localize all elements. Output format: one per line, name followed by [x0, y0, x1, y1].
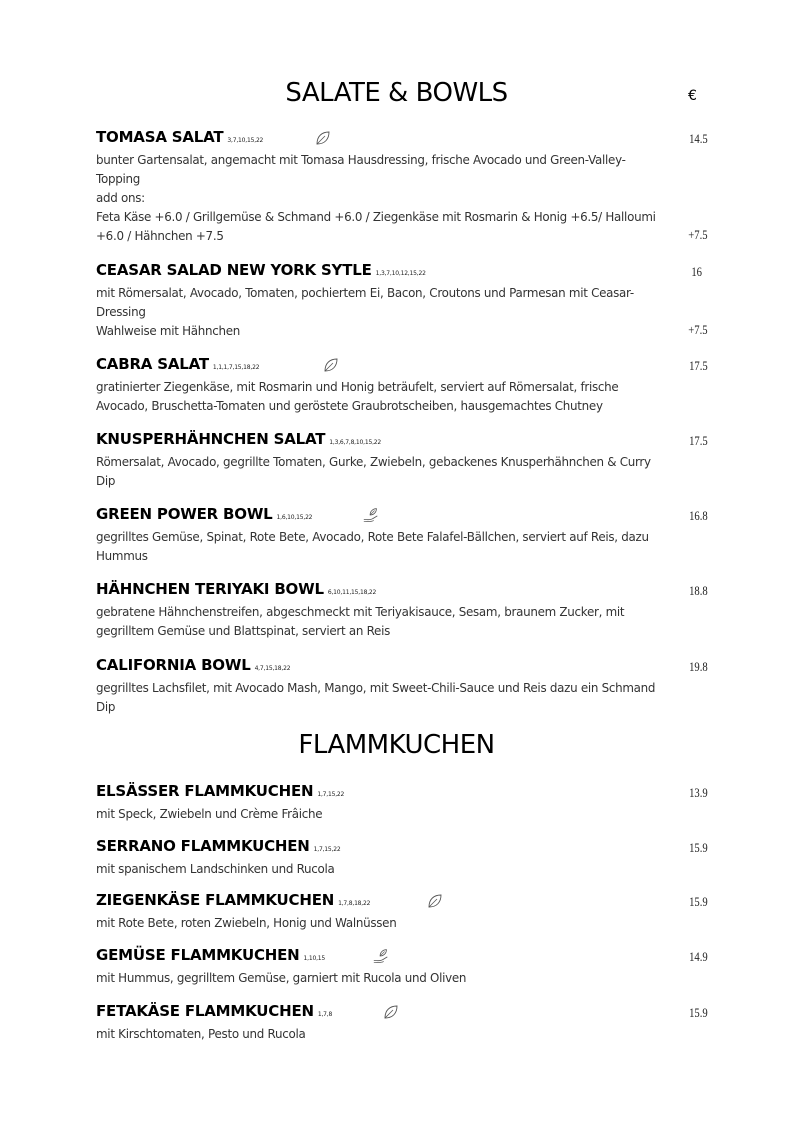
item-price: 16	[691, 264, 702, 279]
item-name: CALIFORNIA BOWL	[96, 656, 251, 674]
vegan-hand-leaf-icon	[372, 947, 390, 965]
menu-item-fetakaese-flammkuchen	[96, 1002, 708, 1043]
allergen-codes: 6,10,11,15,18,22	[327, 589, 377, 596]
item-price: 16.8	[689, 508, 708, 523]
item-description: Römersalat, Avocado, gegrillte Tomaten, Gurke, Zwiebeln, gebackenes Knusperhähnchen & Curry Dip	[96, 454, 651, 488]
allergen-codes: 1,6,10,15,22	[276, 514, 313, 521]
item-price: 17.5	[689, 358, 708, 373]
allergen-codes: 1,7,15,22	[317, 791, 345, 798]
allergen-codes: 1,3,7,10,12,15,22	[375, 270, 426, 277]
menu-item-serrano-flammkuchen	[96, 837, 708, 878]
item-description: gebratene Hähnchenstreifen, abgeschmeckt mit Teriyakisauce, Sesam, braunem Zucker, mit gegrilltem Gemüse und Blattspinat, serviert an Reis	[96, 604, 625, 638]
menu-item-knusperhaehnchen-salat	[96, 430, 708, 490]
item-name: SERRANO FLAMMKUCHEN	[96, 837, 310, 855]
vegan-hand-leaf-icon	[362, 506, 380, 524]
menu-item-haehnchen-teriyaki-bowl	[96, 580, 708, 640]
item-price: 19.8	[689, 659, 708, 674]
item-name: TOMASA SALAT	[96, 128, 224, 146]
item-price: 15.9	[689, 1005, 708, 1020]
item-description: mit Kirschtomaten, Pesto und Rucola	[96, 1026, 306, 1041]
allergen-codes: 1,3,6,7,8,10,15,22	[329, 439, 382, 446]
menu-item-green-power-bowl	[96, 505, 708, 565]
item-price: 15.9	[689, 894, 708, 909]
menu-item-cabra-salat	[96, 355, 708, 415]
item-description: gegrilltes Lachsfilet, mit Avocado Mash, Mango, mit Sweet-Chili-Sauce und Reis dazu ein Schmand Dip	[96, 680, 656, 714]
leaf-icon	[322, 356, 340, 374]
allergen-codes: 1,1,1,7,15,18,22	[212, 364, 260, 371]
menu-item-ziegenkaese-flammkuchen	[96, 891, 708, 932]
item-name: KNUSPERHÄHNCHEN SALAT	[96, 430, 326, 448]
item-price: 14.9	[689, 949, 708, 964]
item-description: mit spanischem Landschinken und Rucola	[96, 861, 335, 876]
menu-item-elsaesser-flammkuchen	[96, 782, 708, 823]
item-name: GREEN POWER BOWL	[96, 505, 273, 523]
allergen-codes: 1,10,15	[303, 955, 326, 962]
item-description: mit Rote Bete, roten Zwiebeln, Honig und Walnüssen	[96, 915, 397, 930]
menu-item-tomasa-salat	[96, 128, 708, 245]
item-name: ZIEGENKÄSE FLAMMKUCHEN	[96, 891, 335, 909]
item-price: 15.9	[689, 840, 708, 855]
leaf-icon	[314, 129, 332, 147]
item-addons-label: add ons:	[96, 190, 145, 205]
allergen-codes: 1,7,8	[317, 1011, 333, 1018]
item-name: CEASAR SALAD NEW YORK SYTLE	[96, 261, 372, 279]
menu-item-ceasar-salad	[96, 261, 708, 340]
item-addons: Feta Käse +6.0 / Grillgemüse & Schmand +6.0 / Ziegenkäse mit Rosmarin & Honig +6.5/ Halloumi +6.0 / Hähnchen +7.5	[96, 209, 656, 243]
allergen-codes: 3,7,10,15,22	[227, 137, 264, 144]
item-description: bunter Gartensalat, angemacht mit Tomasa Hausdressing, frische Avocado und Green-Valley-Topping	[96, 152, 626, 186]
currency-label: €	[688, 88, 697, 104]
item-price: 13.9	[689, 785, 708, 800]
item-name: HÄHNCHEN TERIYAKI BOWL	[96, 580, 324, 598]
addon-price: +7.5	[688, 227, 708, 242]
menu-item-california-bowl	[96, 656, 708, 716]
item-name: ELSÄSSER FLAMMKUCHEN	[96, 782, 314, 800]
item-name: FETAKÄSE FLAMMKUCHEN	[96, 1002, 314, 1020]
item-description: mit Hummus, gegrilltem Gemüse, garniert mit Rucola und Oliven	[96, 970, 467, 985]
option-price: +7.5	[688, 322, 708, 337]
section-title-salate: SALATE & BOWLS	[285, 78, 508, 108]
section-title-flammkuchen: FLAMMKUCHEN	[298, 730, 495, 760]
item-description: gratinierter Ziegenkäse, mit Rosmarin und Honig beträufelt, serviert auf Römersalat, frische Avocado, Bruschetta-Tomaten und geröstete Graubrotscheiben, hausgemachtes Chutney	[96, 379, 619, 413]
item-price: 14.5	[689, 131, 708, 146]
allergen-codes: 1,7,15,22	[313, 846, 341, 853]
item-description: mit Römersalat, Avocado, Tomaten, pochiertem Ei, Bacon, Croutons und Parmesan mit Ceasar-Dressing	[96, 285, 634, 319]
menu-item-gemuese-flammkuchen	[96, 946, 708, 987]
leaf-icon	[382, 1003, 400, 1021]
item-description: mit Speck, Zwiebeln und Crème Frâiche	[96, 806, 323, 821]
item-description: gegrilltes Gemüse, Spinat, Rote Bete, Avocado, Rote Bete Falafel-Bällchen, serviert auf Reis, dazu Hummus	[96, 529, 649, 563]
item-name: GEMÜSE FLAMMKUCHEN	[96, 946, 300, 964]
item-name: CABRA SALAT	[96, 355, 209, 373]
leaf-icon	[426, 892, 444, 910]
item-price: 18.8	[689, 583, 708, 598]
allergen-codes: 4,7,15,18,22	[254, 665, 291, 672]
item-option: Wahlweise mit Hähnchen	[96, 323, 241, 338]
allergen-codes: 1,7,8,18,22	[338, 900, 371, 907]
item-price: 17.5	[689, 433, 708, 448]
